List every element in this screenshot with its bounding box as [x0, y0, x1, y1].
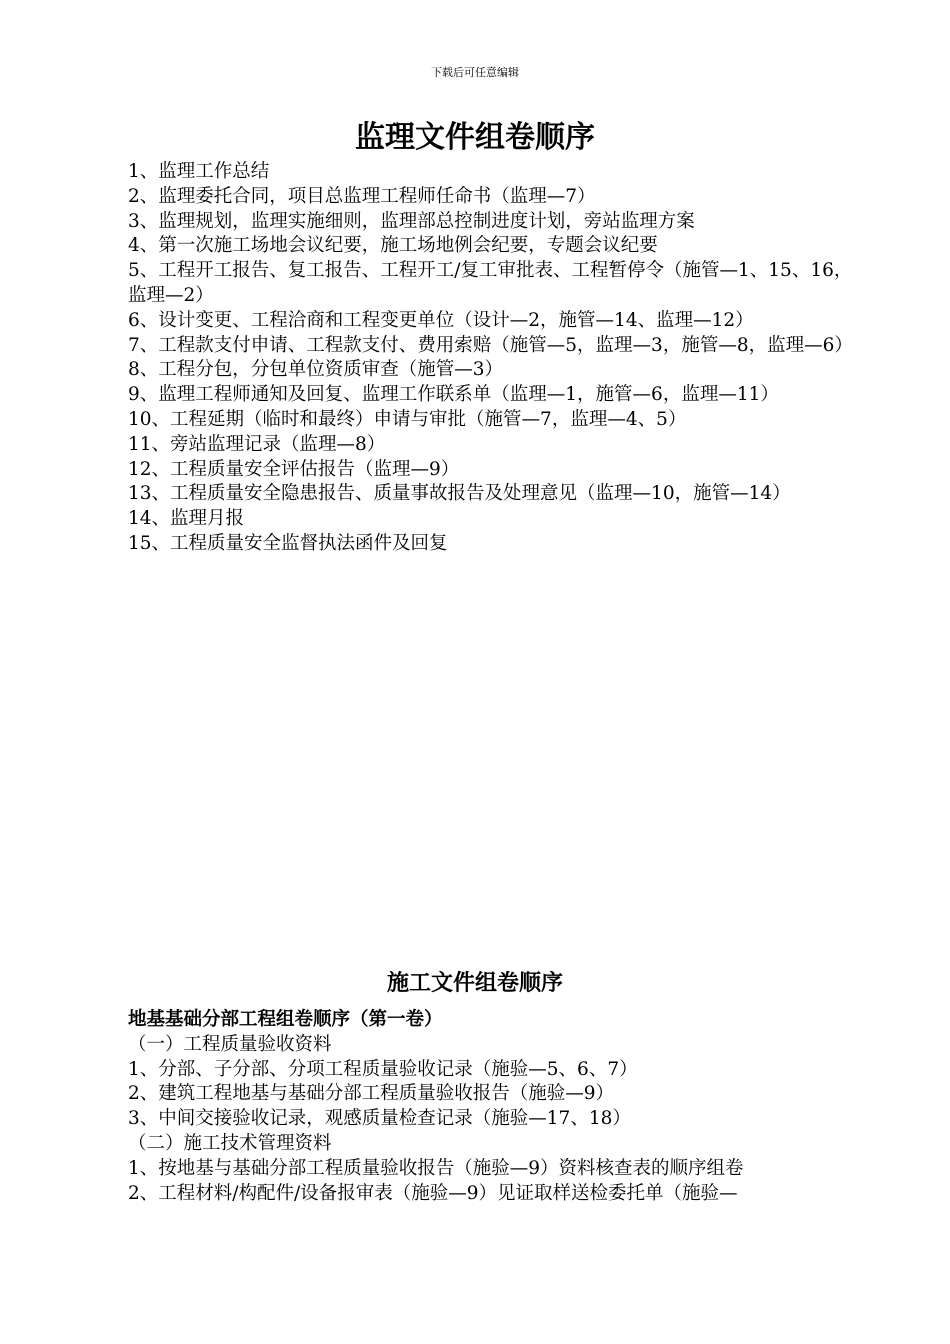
section-heading: （一）工程质量验收资料	[128, 1033, 332, 1055]
supervision-list	[128, 160, 856, 557]
header-note: 下载后可任意编辑	[431, 66, 519, 79]
list-item: 4、第一次施工场地会议纪要，施工场地例会纪要，专题会议纪要	[128, 235, 658, 257]
list-item: 1、分部、子分部、分项工程质量验收记录（施验—5、6、7）	[128, 1058, 638, 1080]
list-item: 9、监理工程师通知及回复、监理工作联系单（监理—1，施管—6，监理—11）	[128, 384, 779, 406]
list-item: 8、工程分包，分包单位资质审查（施管—3）	[128, 359, 504, 381]
list-item: 15、工程质量安全监督执法函件及回复	[128, 532, 448, 554]
construction-list	[128, 1008, 856, 1206]
list-item: 14、监理月报	[128, 508, 245, 530]
list-item: 12、工程质量安全评估报告（监理—9）	[128, 458, 460, 480]
list-item: 2、工程材料/构配件/设备报审表（施验—9）见证取样送检委托单（施验—	[128, 1182, 738, 1204]
list-item: 10、工程延期（临时和最终）申请与审批（施管—7，监理—4、5）	[128, 408, 687, 430]
list-item: 5、工程开工报告、复工报告、工程开工/复工审批表、工程暂停令（施管—1、15、16，监理—2）	[128, 260, 853, 306]
list-item: 3、中间交接验收记录，观感质量检查记录（施验—17、18）	[128, 1108, 631, 1130]
list-item: 6、设计变更、工程洽商和工程变更单位（设计—2，施管—14、监理—12）	[128, 309, 754, 331]
list-item: 13、工程质量安全隐患报告、质量事故报告及处理意见（监理—10，施管—14）	[128, 483, 791, 505]
list-item: 1、按地基与基础分部工程质量验收报告（施验—9）资料核查表的顺序组卷	[128, 1157, 744, 1179]
list-item: 3、监理规划，监理实施细则，监理部总控制进度计划，旁站监理方案	[128, 210, 695, 232]
supervision-title: 监理文件组卷顺序	[355, 120, 595, 155]
section-heading: （二）施工技术管理资料	[128, 1132, 332, 1154]
list-item: 7、工程款支付申请、工程款支付、费用索赔（施管—5，监理—3，施管—8，监理—6）	[128, 334, 853, 356]
construction-subtitle: 地基基础分部工程组卷顺序（第一卷）	[128, 1009, 443, 1030]
list-item: 2、建筑工程地基与基础分部工程质量验收报告（施验—9）	[128, 1083, 615, 1105]
list-item: 11、旁站监理记录（监理—8）	[128, 433, 386, 455]
list-item: 2、监理委托合同，项目总监理工程师任命书（监理—7）	[128, 185, 596, 207]
construction-title: 施工文件组卷顺序	[386, 970, 563, 996]
list-item: 1、监理工作总结	[128, 161, 270, 182]
